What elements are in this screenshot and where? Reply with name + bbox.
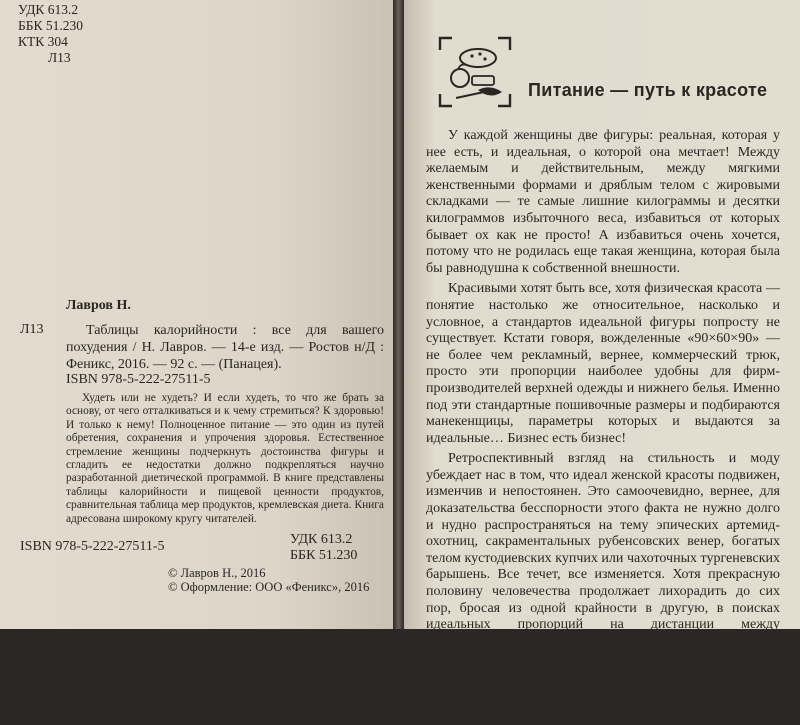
paragraph: У каждой женщины две фигуры: реальная, которая у нее есть, и идеальная, о которой она мечтает! Между желаемым и действительным, между мягкими женственными формами и дряблым телом с жировыми складками — те самые лишние килограммы и десятки килограммов избыточного веса, избавиться от которых бывает ох как не просто! А избавиться очень хочется, потому что не родилась еще такая женщина, которая была бы равнодушна к собственной внешности.	[426, 128, 780, 276]
food-emblem-icon	[438, 36, 512, 108]
ktk-code: КТК 304	[18, 34, 68, 49]
classification-codes	[18, 2, 83, 66]
udk-bottom: УДК 613.2	[290, 532, 353, 547]
annotation-text: Худеть или не худеть? И если худеть, то что же брать за основу, от чего отталкиваться и к чему стремиться? К здоровью! И только к нему! Полноценное питание — это один из путей обретения, сохранения и упрочения здоровья. Естественное стремление женщины подчеркнуть достоинства фигуры и сгладить ее недостатки должно подкрепляться научно разработанной диетической программой. В книге представлены таблицы калорийности и пищевой ценности продуктов, сравнительная таблица мер продуктов, кремлевская диета. Книга адресована широкому кругу читателей.	[66, 392, 384, 525]
bibliographic-record: Таблицы калорийности : все для вашего похудения / Н. Лавров. — 14-е изд. — Ростов н/Д : Феникс, 2016. — 92 с. — (Панацея).	[66, 323, 384, 372]
paragraph: Ретроспективный взгляд на стильность и моду убеждает нас в том, что идеал женской красоты подвижен, изменчив и непостоянен. Это самоочевидно, вернее, для доказательства бесспорности этого факта не нужно долго и нудно распространяться на тему эпических артемид-охотниц, сакраментальных рубенсовских венер, богатых телом кустодиевских купчих или чахоточных тургеневских барышень. Все течет, все изменяется. Хотя прекрасную половину человечества продолжает лихорадить до сих пор, бросая из одной крайности в другую, в поисках идеальных пропорций на дистанции между субтильностью и пышностью форм разбилось не одно женское сердечко!	[426, 451, 780, 666]
isbn-top: ISBN 978-5-222-27511-5	[66, 372, 211, 387]
call-number: Л13	[20, 322, 44, 337]
copyright-design: © Оформление: ООО «Феникс», 2016	[168, 580, 370, 594]
paragraph: Красивыми хотят быть все, хотя физическая красота — понятие настолько же относительное, насколько и условное, а стандартов идеальной фигуры попросту не существует. Кстати говоря, вожделенные «90×60×90» — не более чем рекламный, вернее, коммерческий трюк, просто эти пропорции наиболее удобны для фирм-производителей верхней одежды и нижнего белья. Именно под эти стандартные пошивочные размеры и подбираются манекенщицы, параметры которых и выдаются за идеальные… Бизнес есть бизнес!	[426, 281, 780, 446]
bottom-codes	[290, 532, 357, 564]
bbk-code: ББК 51.230	[18, 18, 84, 33]
chapter-body	[426, 128, 780, 725]
author-mark: Л13	[48, 50, 71, 65]
paragraph: Между тем даже в наше цивилизованное время о богатстве некоторых африканских царьков судят по… степени	[426, 671, 780, 720]
isbn-bottom: ISBN 978-5-222-27511-5	[20, 539, 165, 554]
author-name: Лавров Н.	[66, 298, 131, 313]
chapter-title: Питание — путь к красоте	[528, 80, 768, 100]
bbk-bottom: ББК 51.230	[290, 548, 358, 563]
copyright-block	[168, 566, 369, 594]
book-gutter	[393, 0, 404, 629]
copyright-author: © Лавров Н., 2016	[168, 566, 266, 580]
udk-code: УДК 613.2	[18, 2, 79, 17]
left-page	[0, 0, 393, 629]
